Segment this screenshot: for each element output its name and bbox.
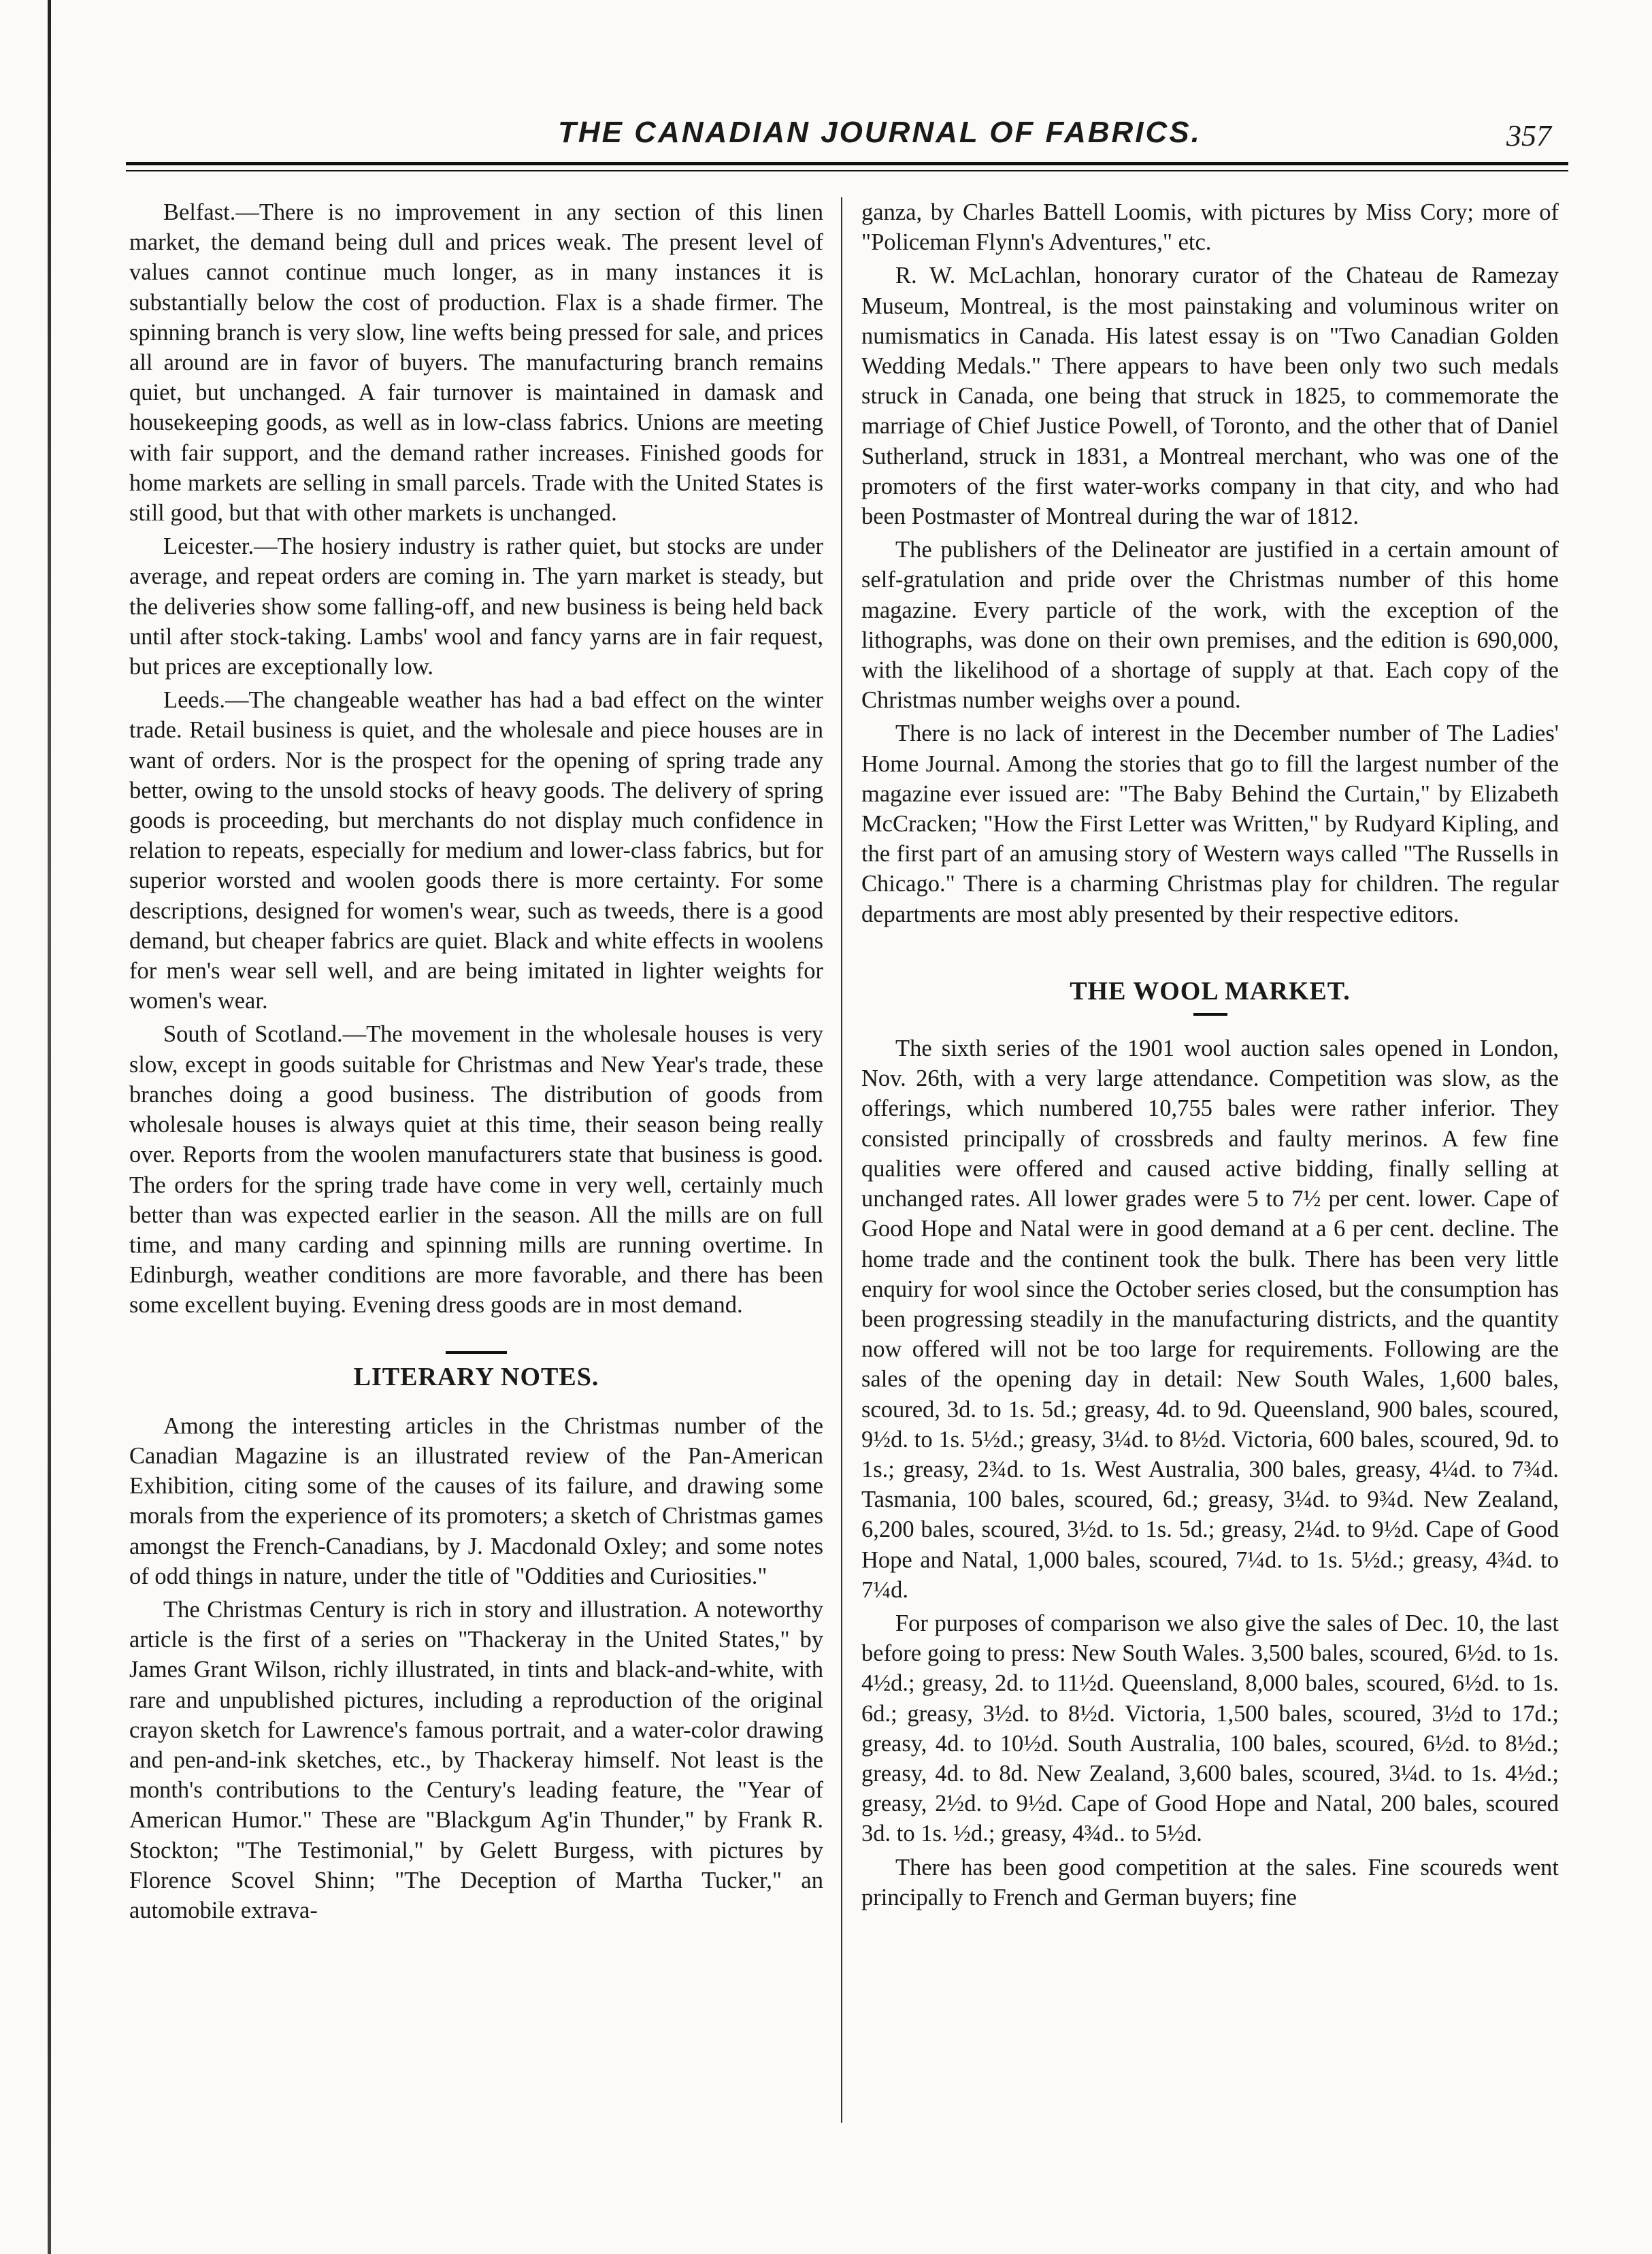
right-column bbox=[861, 197, 1559, 1916]
paragraph-wool-competition: There has been good competition at the sales. Fine scoureds went principally to French and German buyers; fine bbox=[861, 1854, 1559, 1910]
paragraph-continuation: ganza, by Charles Battell Loomis, with pictures by Miss Cory; more of "Policeman Flynn's Adventures," etc. bbox=[861, 199, 1559, 256]
section-rule bbox=[1193, 1013, 1227, 1016]
section-heading-wool-market: THE WOOL MARKET. bbox=[1070, 976, 1351, 1006]
header-rule-thin bbox=[126, 170, 1568, 171]
page-header bbox=[122, 109, 1572, 163]
left-column bbox=[129, 197, 823, 1929]
paragraph-mclachlan: R. W. McLachlan, honorary curator of the Chateau de Ramezay Museum, Montreal, is the most painstaking and voluminous writer on numismatics in Canada. His latest essay is on "Two Canadian Golden Wedding Medals." There appears to have been only two such medals struck in Canada, one being that struck in 1825, to commemorate the marriage of Chief Justice Powell, of Toronto, and the other that of Daniel Sutherland, struck in 1831, a Montreal merchant, who was one of the promoters of the first water-works company in that city, and who had been Postmaster of Montreal during the war of 1812. bbox=[861, 263, 1559, 530]
paragraph-leicester: Leicester.—The hosiery industry is rather quiet, but stocks are under average, and repeat orders are coming in. The yarn market is steady, but the deliveries show some falling-off, and new business is being held back until after stock-taking. Lambs' wool and fancy yarns are in fair request, but prices are exceptionally low. bbox=[129, 533, 823, 680]
paragraph-ladies-home-journal: There is no lack of interest in the December number of The Ladies' Home Journal. Among the stories that go to fill the largest number of the magazine ever issued are: "The Baby Behind the Curtain," by Elizabeth McCracken; "How the First Letter was Written," by Rudyard Kipling, and the first part of an amusing story of Western ways called "The Russells in Chicago." There is a charming Christmas play for children. The regular departments are most ably presented by their respective editors. bbox=[861, 720, 1559, 927]
scan-edge bbox=[48, 0, 51, 2254]
paragraph-wool-sales-opening: The sixth series of the 1901 wool auction sales opened in London, Nov. 26th, with a very large attendance. Competition was slow, as the offerings, which numbered 10,755 bales were rather inferior. They consisted principally of crossbreds and faulty merinos. A few fine qualities were offered and caused active bidding, finally selling at unchanged rates. All lower grades were 5 to 7½ per cent. lower. Cape of Good Hope and Natal were in good demand at a 6 per cent. decline. The home trade and the continent took the bulk. There has been very little enquiry for wool since the October series closed, but the consumption has been progressing steadily in the manufacturing districts, and the quantity now offered will not be too large for requirements. Following are the sales of the opening day in detail: New South Wales, 1,600 bales, scoured, 3d. to 1s. 5d.; greasy, 4d. to 9d. Queensland, 900 bales, scoured, 9½d. to 1s. 5½d.; greasy, 3¼d. to 8½d. Victoria, 600 bales, scoured, 9d. to 1s.; greasy, 2¾d. to 1s. West Australia, 300 bales, greasy, 4¼d. to 7¾d. Tasmania, 100 bales, scoured, 6d.; greasy, 3¼d. to 9¾d. New Zealand, 6,200 bales, scoured, 3½d. to 1s. 5d.; greasy, 2¼d. to 9½d. Cape of Good Hope and Natal, 1,000 bales, scoured, 7¼d. to 1s. 5½d.; greasy, 4¾d. to 7¼d. bbox=[861, 1035, 1559, 1603]
section-rule bbox=[446, 1351, 507, 1354]
paragraph-leeds: Leeds.—The changeable weather has had a bad effect on the winter trade. Retail business is quiet, and the wholesale and piece houses are in want of orders. Nor is the prospect for the opening of spring trade any better, owing to the unsold stocks of heavy goods. The delivery of spring goods is proceeding, but merchants do not display much confidence in relation to repeats, especially for medium and lower-class fabrics, but for superior worsted and woolen goods there is more certainty. For some descriptions, designed for women's wear, such as tweeds, there is a good demand, but cheaper fabrics are quiet. Black and white effects in woolens for men's wear sell well, and are being imitated in lighter weights for women's wear. bbox=[129, 687, 823, 1014]
paragraph-christmas-century: The Christmas Century is rich in story and illustration. A noteworthy article is the first of a series on "Thackeray in the United States," by James Grant Wilson, richly illustrated, in tints and black-and-white, with rare and unpublished pictures, including a reproduction of the original crayon sketch for Lawrence's famous portrait, and a water-color drawing and pen-and-ink sketches, etc., by Thackeray himself. Not least is the month's contributions to the Century's leading feature, the "Year of American Humor." These are "Blackgum Ag'in Thunder," by Frank R. Stockton; "The Testimonial," by Gelett Burgess, with pictures by Florence Scovel Shinn; "The Deception of Martha Tucker," an automobile extrava- bbox=[129, 1596, 823, 1923]
column-divider bbox=[841, 197, 842, 2123]
paragraph-wool-sales-comparison: For purposes of comparison we also give the sales of Dec. 10, the last before going to press: New South Wales. 3,500 bales, scoured, 6½d. to 1s. 4½d.; greasy, 2d. to 11½d. Queensland, 8,000 bales, scoured, 6½d. to 1s. 6d.; greasy, 3½d. to 8½d. Victoria, 1,500 bales, scoured, 3½d to 17d.; greasy, 4d. to 10½d. South Australia, 100 bales, scoured, 6½d. to 8½d.; greasy, 4d. to 8d. New Zealand, 3,600 bales, scoured, 3¼d. to 1s. 4½d.; greasy, 2½d. to 9½d. Cape of Good Hope and Natal, 200 bales, scoured 3d. to 1s. ½d.; greasy, 4¾d.. to 5½d. bbox=[861, 1610, 1559, 1847]
paragraph-belfast: Belfast.—There is no improvement in any section of this linen market, the demand being dull and prices weak. The present level of values cannot continue much longer, as in many instances it is substantially below the cost of production. Flax is a shade firmer. The spinning branch is very slow, line wefts being pressed for sale, and prices all around are in favor of buyers. The manufacturing branch remains quiet, but unchanged. A fair turnover is maintained in damask and housekeeping goods, as well as in low-class fabrics. Unions are meeting with fair support, and the demand rather increases. Finished goods for home markets are selling in small parcels. Trade with the United States is still good, but that with other markets is unchanged. bbox=[129, 199, 823, 527]
section-heading-literary-notes: LITERARY NOTES. bbox=[353, 1362, 599, 1391]
header-rule-thick bbox=[126, 162, 1568, 165]
paragraph-south-of-scotland: South of Scotland.—The movement in the wholesale houses is very slow, except in goods suitable for Christmas and New Year's trade, these branches doing a good business. The distribution of goods from wholesale houses is always quiet at this time, their season being really over. Reports from the woolen manufacturers state that business is good. The orders for the spring trade have come in very well, certainly much better than was expected earlier in the season. All the mills are on full time, and many carding and spinning mills are running overtime. In Edinburgh, weather conditions are more favorable, and there has been some excellent buying. Evening dress goods are in most demand. bbox=[129, 1021, 823, 1319]
running-title: THE CANADIAN JOURNAL OF FABRICS. bbox=[558, 116, 1202, 149]
paragraph-canadian-magazine: Among the interesting articles in the Christmas number of the Canadian Magazine is an illustrated review of the Pan-American Exhibition, citing some of the causes of its failure, and drawing some morals from the experience of its promoters; a sketch of Christmas games amongst the French-Canadians, by J. Macdonald Oxley; and some notes of odd things in nature, under the title of "Oddities and Curiosities." bbox=[129, 1412, 823, 1589]
page-number: 357 bbox=[1506, 119, 1551, 152]
paragraph-delineator: The publishers of the Delineator are justified in a certain amount of self-gratulation and pride over the Christmas number of this home magazine. Every particle of the work, with the exception of the lithographs, was done on their own premises, and the edition is 690,000, with the likelihood of a shortage of supply at that. Each copy of the Christmas number weighs over a pound. bbox=[861, 537, 1559, 714]
